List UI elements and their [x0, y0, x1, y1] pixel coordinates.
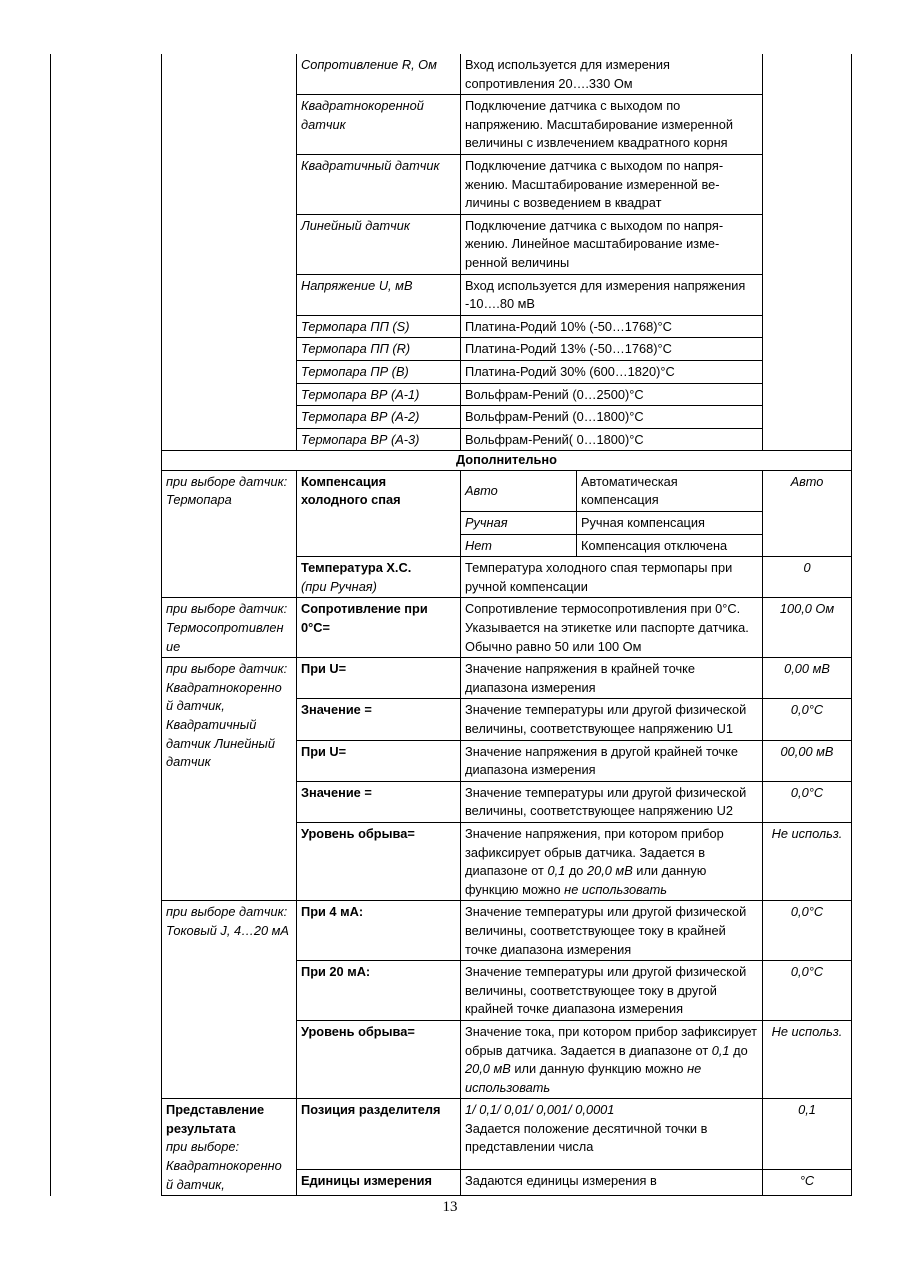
option-desc: Ручная компенсация: [577, 512, 763, 535]
desc-part: до: [565, 863, 587, 879]
sensor-name: Термопара ПП (R): [297, 338, 461, 361]
option-desc: Автоматическая компенсация: [577, 470, 763, 511]
default-cold-junction: Авто: [763, 470, 852, 556]
default: 0,00 мВ: [763, 658, 852, 699]
desc-cj-temp: Температура холодного спая термопары при ручной компенсации: [461, 557, 763, 598]
default: 0,0°C: [763, 699, 852, 740]
sensor-name: Сопротивление R, Ом: [297, 54, 461, 95]
condition-current-sensor: при выборе датчик: Токовый J, 4…20 мА: [162, 901, 297, 1099]
result-view-cell: [162, 1099, 297, 1196]
section-header-row: [51, 451, 852, 471]
blank-cell-col6: [763, 54, 852, 451]
sensor-name: Напряжение U, мВ: [297, 274, 461, 315]
desc-break-level: [461, 1020, 763, 1098]
result-row-decimal: [51, 1099, 852, 1169]
desc: Значение температуры или другой физической величины, соответствующее напряжению U1: [461, 699, 763, 740]
desc-rtd: Сопротивление термосопротивления при 0°C. Указывается на этикетке или паспорте датчика. Обычно равно 50 или 100 Ом: [461, 598, 763, 658]
param-rtd: Сопротивление при 0°C=: [297, 598, 461, 658]
param-cold-junction: Компенсация холодного спая: [297, 470, 461, 556]
sensor-row-resistance: [51, 54, 852, 95]
param-break-level: Уровень обрыва=: [297, 1020, 461, 1098]
sensor-desc: Платина-Родий 13% (-50…1768)°C: [461, 338, 763, 361]
default-decimal-position: 0,1: [763, 1099, 852, 1169]
param-decimal-position: Позиция разделителя: [297, 1099, 461, 1169]
not-used-text: не использовать: [465, 1061, 702, 1095]
param-break-level: Уровень обрыва=: [297, 822, 461, 900]
param-cj-temp: [297, 557, 461, 598]
param: При 4 мА:: [297, 901, 461, 961]
desc-part: или данную функцию можно: [510, 1061, 688, 1077]
default-units: °C: [763, 1169, 852, 1196]
param: При 20 мА:: [297, 961, 461, 1021]
param-cj-temp-label: Температура Х.С.: [301, 560, 412, 576]
voltage-row-u1: [51, 658, 852, 699]
parameters-table: [50, 54, 852, 1196]
sensor-desc: Подключение датчика с выходом по напряжению. Масштабирование измеренной величины с извлечением квадратного корня: [461, 95, 763, 155]
section-title: Дополнительно: [162, 451, 852, 471]
desc-part: Значение напряжения, при котором прибор зафиксирует обрыв датчика. Задается в диапазоне от: [465, 825, 724, 879]
sensor-desc: Подключение датчика с выходом по напря-жению. Масштабирование измеренной ве-личины с возведением в квадрат: [461, 154, 763, 214]
desc-break-level: [461, 822, 763, 900]
range-to: 20,0 мВ: [465, 1061, 511, 1077]
option-name: Авто: [461, 470, 577, 511]
sensor-desc: Вольфрам-Рений (0…2500)°C: [461, 383, 763, 406]
desc: Значение температуры или другой физической величины, соответствующее току в крайней точке диапазона измерения: [461, 901, 763, 961]
rtd-row: [51, 598, 852, 658]
option-desc: Компенсация отключена: [577, 534, 763, 557]
sensor-desc: Вход используется для измерения напряжения -10….80 мВ: [461, 274, 763, 315]
sensor-name: Термопара ПР (B): [297, 360, 461, 383]
param: Значение =: [297, 699, 461, 740]
default: 0,0°C: [763, 901, 852, 961]
default: 0,0°C: [763, 781, 852, 822]
sensor-name: Термопара ВР (А-2): [297, 406, 461, 429]
default-break-level: Не использ.: [763, 1020, 852, 1098]
cj-row-auto: [51, 470, 852, 511]
document-page: [50, 54, 851, 1196]
desc-part: Значение тока, при котором прибор зафиксирует обрыв датчика. Задается в диапазоне от: [465, 1023, 758, 1058]
desc: Значение напряжения в другой крайней точке диапазона измерения: [461, 740, 763, 781]
default-rtd: 100,0 Ом: [763, 598, 852, 658]
sensor-name: Термопара ПП (S): [297, 315, 461, 338]
default-break-level: Не использ.: [763, 822, 852, 900]
condition-voltage-sensors: при выборе датчик: Квадратнокоренно й датчик, Квадратичный датчик Линейный датчик: [162, 658, 297, 901]
current-row-4ma: [51, 901, 852, 961]
sensor-desc: Вольфрам-Рений (0…1800)°C: [461, 406, 763, 429]
decimal-desc: Задается положение десятичной точки в представлении числа: [465, 1120, 708, 1155]
sensor-desc: Вольфрам-Рений( 0…1800)°C: [461, 428, 763, 451]
desc: Значение температуры или другой физической величины, соответствующее току в другой крайней точке диапазона измерения: [461, 961, 763, 1021]
page-number: 13: [442, 1199, 458, 1215]
desc-units: Задаются единицы измерения в: [461, 1169, 763, 1196]
default-cj-temp: 0: [763, 557, 852, 598]
result-view-title: Представление результата: [166, 1102, 265, 1136]
sensor-desc: Подключение датчика с выходом по напря-жению. Линейное масштабирование изме-ренной величины: [461, 214, 763, 274]
condition-thermocouple: при выборе датчик: Термопара: [162, 470, 297, 598]
sensor-desc: Вход используется для измерения сопротивления 20….330 Ом: [461, 54, 763, 95]
sensor-name: Квадратичный датчик: [297, 154, 461, 214]
range-from: 0,1: [547, 863, 566, 879]
sensor-desc: Платина-Родий 30% (600…1820)°C: [461, 360, 763, 383]
param: При U=: [297, 740, 461, 781]
sensor-desc: Платина-Родий 10% (-50…1768)°C: [461, 315, 763, 338]
desc: Значение температуры или другой физической величины, соответствующее напряжению U2: [461, 781, 763, 822]
sensor-name: Термопара ВР (А-1): [297, 383, 461, 406]
blank-cell-col1: [51, 54, 162, 451]
desc-decimal-position: [461, 1099, 763, 1169]
decimal-options: 1/ 0,1/ 0,01/ 0,001/ 0,0001: [465, 1102, 615, 1118]
not-used-text: не использовать: [564, 881, 668, 897]
desc-part: или данную функцию можно: [465, 863, 707, 897]
param-units: Единицы измерения: [297, 1169, 461, 1196]
sensor-name: Линейный датчик: [297, 214, 461, 274]
result-view-condition: при выборе: Квадратнокоренно й датчик,: [166, 1139, 282, 1192]
option-name: Ручная: [461, 512, 577, 535]
param: Значение =: [297, 781, 461, 822]
desc-part: до: [729, 1042, 748, 1058]
default: 00,00 мВ: [763, 740, 852, 781]
param: При U=: [297, 658, 461, 699]
param-cj-temp-note: (при Ручная): [301, 578, 377, 594]
blank-cell-col2: [162, 54, 297, 451]
range-to: 20,0 мВ: [586, 863, 633, 879]
sensor-name: Термопара ВР (А-3): [297, 428, 461, 451]
condition-rtd: при выборе датчик: Термосопротивлен ие: [162, 598, 297, 658]
blank-cell-col1-lower: [51, 451, 162, 1196]
range-from: 0,1: [711, 1042, 730, 1058]
default: 0,0°C: [763, 961, 852, 1021]
sensor-name: Квадратнокоренной датчик: [297, 95, 461, 155]
desc: Значение напряжения в крайней точке диапазона измерения: [461, 658, 763, 699]
option-name: Нет: [461, 534, 577, 557]
